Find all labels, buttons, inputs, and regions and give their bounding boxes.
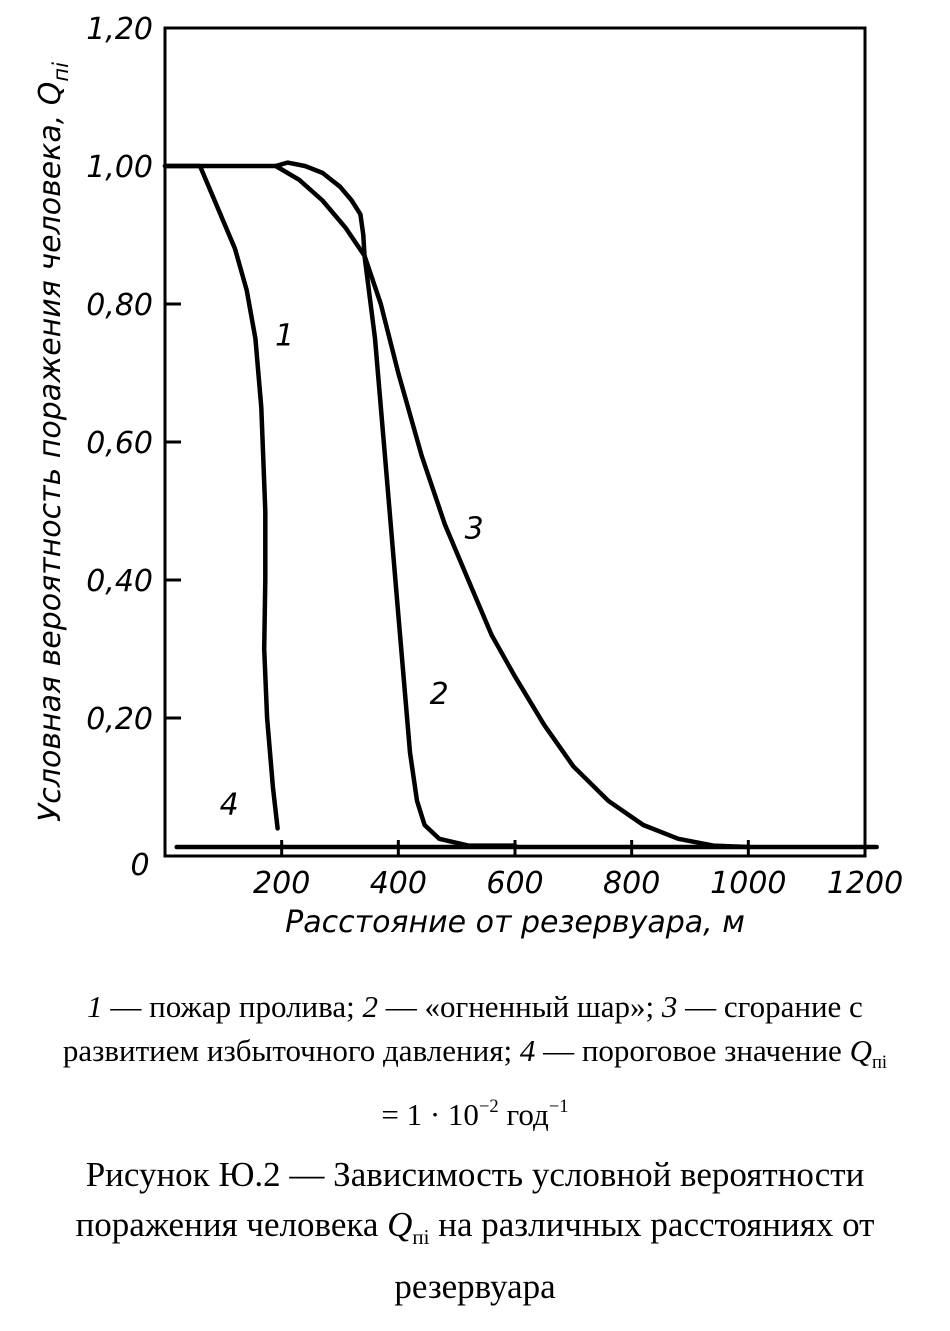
y-tick-label: 0,60 [86,426,153,461]
legend [60,985,890,1137]
x-tick-label: 200 [253,866,311,901]
figure-caption [30,1150,920,1312]
origin-label: 0 [130,848,150,883]
legend-num-2: 2 [362,989,378,1024]
y-axis-label [33,62,73,822]
x-tick-label: 1000 [710,866,787,901]
x-tick-label: 400 [369,866,427,901]
x-tick-label: 1200 [826,866,904,901]
x-tick-label: 800 [603,866,661,901]
caption-line2: на различных расстояниях от резервуара [394,1205,875,1306]
series-label-4: 4 [219,787,239,823]
legend-text-1: — пожар пролива; [102,989,363,1024]
y-axis-ticks [86,12,181,737]
y-tick-label: 0,40 [86,564,153,599]
y-tick-label: 0,80 [86,288,153,323]
legend-text-3: — сгорание с развитием избыточного давления; [62,989,863,1068]
series-label-3: 3 [464,511,484,547]
legend-q-sub: пi [871,1052,888,1074]
y-axis-label-sub: пi [49,62,73,82]
series-line-1 [165,166,278,828]
x-tick-label: 600 [486,866,544,901]
legend-text-4: — пороговое значение [535,1033,850,1068]
legend-unit: год [498,1097,549,1133]
y-tick-label: 1,20 [86,12,153,47]
x-axis-label: Расстояние от резервуара, м [285,905,745,940]
y-tick-label: 1,00 [86,150,153,185]
legend-text-2: — «огненный шар»; [378,989,662,1024]
series-label-2: 2 [429,677,449,713]
y-tick-label: 0,20 [86,702,153,737]
series-line-2 [165,163,515,846]
caption-q: Q [387,1205,413,1244]
caption-line1: Рисунок Ю.2 — Зависимость условной вероятности поражения человека [75,1155,865,1244]
legend-q: Q [849,1033,872,1068]
y-axis-label-text: Условная вероятность поражения человека, Q [33,81,68,822]
legend-num-1: 1 [87,989,103,1024]
legend-exp2: −1 [548,1096,569,1118]
legend-eq: = 1 · 10 [381,1097,479,1133]
legend-num-4: 4 [519,1033,536,1068]
series-lines [165,163,877,847]
series-label-1: 1 [275,318,295,354]
legend-num-3: 3 [661,989,678,1024]
legend-exp1: −2 [478,1096,499,1118]
caption-q-sub: пi [412,1225,430,1249]
series-line-3 [276,166,749,847]
